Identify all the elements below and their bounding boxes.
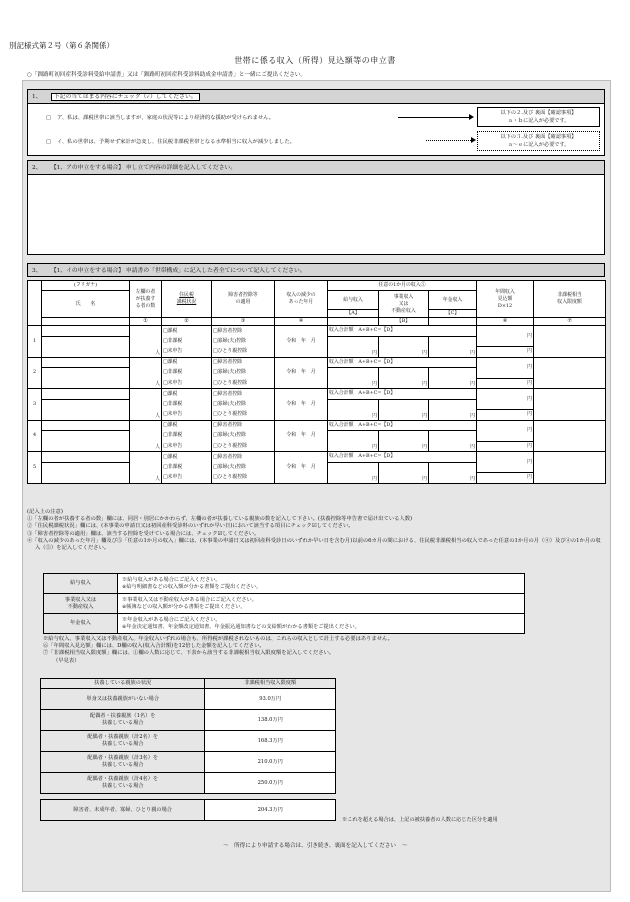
option-b[interactable] xyxy=(46,137,295,145)
callout-a: 以下の２.及び 裏面【確認事項】 ａ・ｂに記入が必要です。 xyxy=(477,107,600,127)
header-num-2: ② xyxy=(162,318,212,326)
header-name: 氏 名 xyxy=(42,291,130,318)
deduction-option-widow[interactable]: □寡婦(夫)控除 xyxy=(212,462,275,473)
total-yen[interactable]: 円 xyxy=(477,420,534,441)
arrow-b-line xyxy=(426,140,473,141)
dependents-field[interactable]: 人 xyxy=(130,326,162,358)
limit-amount: 138.0万円 xyxy=(205,710,336,731)
person-row xyxy=(28,389,606,400)
total-yen[interactable]: 円 xyxy=(477,357,534,378)
total-yen[interactable]: 円 xyxy=(477,326,534,347)
annual-field[interactable]: 円 xyxy=(477,410,534,421)
limit-row xyxy=(41,773,336,794)
section-3 xyxy=(27,263,605,503)
annual-field[interactable]: 円 xyxy=(477,347,534,358)
note-3: ③「障害者控除等の適用」欄は、該当する控除を受けている場合には、チェック☑してください。 xyxy=(27,530,260,537)
deduction-option-single-parent[interactable]: □ひとり親控除 xyxy=(212,441,275,452)
pension-field[interactable]: 円 xyxy=(429,462,477,483)
tax-option-unfiled[interactable]: □未申告 xyxy=(162,347,212,358)
limit-special-status: 障害者、未成年者、寡婦、ひとり親の場合 xyxy=(41,800,205,821)
option-b-letter: イ、 xyxy=(57,139,68,145)
annual-field[interactable]: 円 xyxy=(477,378,534,389)
notes-block-2 xyxy=(43,636,603,665)
dependents-field[interactable]: 人 xyxy=(130,389,162,421)
limit-table xyxy=(40,678,336,821)
reduction-month-field[interactable]: 令和 年 月 xyxy=(275,452,328,484)
arrow-b-head-icon xyxy=(471,137,476,143)
tax-option-unfiled[interactable]: □未申告 xyxy=(162,410,212,421)
header-num-4: ④ xyxy=(275,318,328,326)
header-tax-status: 住民税 課税状況 xyxy=(162,281,212,318)
section-3-heading: 申請書の「世帯構成」に記入した者全てについて記入してください。 xyxy=(125,268,306,274)
limit-status: 配偶者・扶養親族（1名）を 扶養している場合 xyxy=(41,710,205,731)
header-reduction-month: 収入の減少の あった年月 xyxy=(275,281,328,318)
limit-row xyxy=(41,731,336,752)
header-salary: 給与収入 xyxy=(328,291,379,310)
business-field[interactable]: 円 xyxy=(379,399,429,420)
header-limit: 非課税相当 収入限度額 xyxy=(534,281,606,318)
tax-option-nontaxed[interactable]: □非課税 xyxy=(162,462,212,473)
annual-field[interactable]: 円 xyxy=(477,473,534,484)
pension-field[interactable]: 円 xyxy=(429,399,477,420)
furigana-field[interactable] xyxy=(42,389,130,400)
limit-amount: 93.0万円 xyxy=(205,689,336,710)
furigana-field[interactable] xyxy=(42,357,130,368)
header-deduction: 障害者控除等 の適用 xyxy=(212,281,275,318)
reduction-month-field[interactable]: 令和 年 月 xyxy=(275,389,328,421)
deduction-option-disabled[interactable]: □障害者控除 xyxy=(212,420,275,431)
deduction-option-disabled[interactable]: □障害者控除 xyxy=(212,326,275,337)
business-field[interactable]: 円 xyxy=(379,431,429,452)
header-optional-income: 任意の1か月の収入⑤ xyxy=(328,281,477,291)
business-field[interactable]: 円 xyxy=(379,462,429,483)
section-1-heading: 下記の当てはまる内容にチェック（✓）してください。 xyxy=(51,93,200,101)
limit-amount: 250.0万円 xyxy=(205,773,336,794)
note-after-income: ※給与収入、事業収入又は不動産収入、年金収入いずれの場合も、所得税が課税されないものは、これらの収入として計上する必要はありません。 xyxy=(43,636,393,642)
annual-field[interactable]: 円 xyxy=(477,441,534,452)
tax-option-taxed[interactable]: □課税 xyxy=(162,326,212,337)
section-1 xyxy=(27,89,605,156)
salary-field[interactable]: 円 xyxy=(328,462,379,483)
furigana-field[interactable] xyxy=(42,420,130,431)
tax-option-nontaxed[interactable]: □非課税 xyxy=(162,336,212,347)
section-2-textarea[interactable] xyxy=(32,179,600,250)
header-a-label: 【A】 xyxy=(328,310,379,318)
row-number: 2 xyxy=(28,357,42,389)
form-id: 別記様式第２号（第６条関係） xyxy=(9,41,114,50)
limit-row xyxy=(41,752,336,773)
person-row xyxy=(28,326,606,337)
header-furigana: (フリガナ) xyxy=(42,281,130,291)
limit-status: 配偶者・扶養親族（計4名）を 扶養している場合 xyxy=(41,773,205,794)
income-label-pension: 年金収入 xyxy=(44,614,118,634)
row-number: 1 xyxy=(28,326,42,358)
income-text-pension: ※年金収入がある場合にご記入ください。 ※年金決定通知書、年金額改定通知書、年金振込通知書などの支給額がわかる書類をご提出ください。 xyxy=(118,614,525,634)
header-c-label: 【C】 xyxy=(429,310,477,318)
name-field[interactable] xyxy=(42,336,130,357)
section-2-heading: 申し立て内容の詳細を記入してください。 xyxy=(125,165,237,171)
option-a-letter: ア、 xyxy=(57,115,68,121)
dependents-field[interactable]: 人 xyxy=(130,357,162,389)
pension-field[interactable]: 円 xyxy=(429,368,477,389)
limit-amount: 168.3万円 xyxy=(205,731,336,752)
furigana-field[interactable] xyxy=(42,452,130,463)
option-a-checkbox[interactable]: □ xyxy=(46,115,52,121)
income-total-label: 収入合計額 A+B+C=【D】 xyxy=(328,357,477,368)
name-field[interactable] xyxy=(42,462,130,483)
tax-option-unfiled[interactable]: □未申告 xyxy=(162,378,212,389)
tax-option-taxed[interactable]: □課税 xyxy=(162,420,212,431)
limit-amount: 210.0万円 xyxy=(205,752,336,773)
total-yen[interactable]: 円 xyxy=(477,389,534,410)
note-2: ②「住民税課税状況」欄には、(本事業の申請日又は初回産科受診料のいずれか早い日)において該当する項目にチェック☑してください。 xyxy=(27,523,354,530)
header-annual: 年間収入 見込額 D×12 xyxy=(477,281,534,318)
person-row xyxy=(28,452,606,463)
salary-field[interactable]: 円 xyxy=(328,336,379,357)
limit-col-status: 扶養している親族の状況 xyxy=(41,679,205,689)
deduction-option-widow[interactable]: □寡婦(夫)控除 xyxy=(212,399,275,410)
notes-block xyxy=(27,509,605,552)
quick-table-caption: （早見表） xyxy=(53,657,80,664)
deduction-option-disabled[interactable]: □障害者控除 xyxy=(212,452,275,463)
header-num-3: ③ xyxy=(212,318,275,326)
reduction-month-field[interactable]: 令和 年 月 xyxy=(275,326,328,358)
note-6: ⑥「年間収入見込額」欄には、D欄の収入(収入合計額)を12倍した金額を記入してください。 xyxy=(43,643,265,650)
tax-option-nontaxed[interactable]: □非課税 xyxy=(162,431,212,442)
header-b-label: 【B】 xyxy=(379,318,429,326)
notes-heading: (記入上の注意) xyxy=(27,509,63,515)
tax-option-unfiled[interactable]: □未申告 xyxy=(162,473,212,484)
income-label-business: 事業収入又は 不動産収入 xyxy=(44,594,118,614)
income-total-label: 収入合計額 A+B+C=【D】 xyxy=(328,420,477,431)
limit-col-amount: 非課税相当収入限度額 xyxy=(205,679,336,689)
income-text-business: ※事業収入又は不動産収入がある場合にご記入ください。 ※帳簿などの収入額が分かる書類をご提出ください。 xyxy=(118,594,525,614)
deduction-option-disabled[interactable]: □障害者控除 xyxy=(212,357,275,368)
deduction-option-widow[interactable]: □寡婦(夫)控除 xyxy=(212,336,275,347)
deduction-option-widow[interactable]: □寡婦(夫)控除 xyxy=(212,368,275,379)
salary-field[interactable]: 円 xyxy=(328,368,379,389)
dependents-field[interactable]: 人 xyxy=(130,420,162,452)
salary-field[interactable]: 円 xyxy=(328,399,379,420)
name-field[interactable] xyxy=(42,399,130,420)
business-field[interactable]: 円 xyxy=(379,368,429,389)
row-number: 5 xyxy=(28,452,42,484)
header-num-7: ⑦ xyxy=(534,318,606,326)
row-number: 3 xyxy=(28,389,42,421)
page-title: 世帯に係る収入（所得）見込額等の申立書 xyxy=(234,56,396,65)
option-a[interactable] xyxy=(46,113,274,121)
deduction-option-single-parent[interactable]: □ひとり親控除 xyxy=(212,347,275,358)
reduction-month-field[interactable]: 令和 年 月 xyxy=(275,357,328,389)
intro-text: ○「釧路町初回産科受診料受給申請書」又は「釧路町初回産科受診料助成金申請書」と一緒にご提出ください。 xyxy=(27,72,306,78)
income-type-table xyxy=(43,573,525,634)
option-b-text: 私の世帯は、予期せず家計が急変し、住民税非課税世帯となる水準相当に収入が減少しました。 xyxy=(67,139,295,145)
dependents-field[interactable]: 人 xyxy=(130,452,162,484)
deduction-option-single-parent[interactable]: □ひとり親控除 xyxy=(212,473,275,484)
income-total-label: 収入合計額 A+B+C=【D】 xyxy=(328,326,477,337)
arrow-a-line xyxy=(398,117,471,118)
section-2 xyxy=(27,160,605,255)
limit-row xyxy=(41,710,336,731)
note-7: ⑦「非課税相当収入限度額」欄には、①欄の人数に応じて、下表から該当する非課税相当収入限度額を記入してください。 xyxy=(43,650,335,657)
total-yen[interactable]: 円 xyxy=(477,452,534,473)
income-total-label: 収入合計額 A+B+C=【D】 xyxy=(328,452,477,463)
header-pension: 年金収入 xyxy=(429,291,477,310)
name-field[interactable] xyxy=(42,368,130,389)
section-2-number: 2、 xyxy=(32,165,42,171)
salary-field[interactable]: 円 xyxy=(328,431,379,452)
limit-status: 配偶者・扶養親族（計3名）を 扶養している場合 xyxy=(41,752,205,773)
tax-option-taxed[interactable]: □課税 xyxy=(162,357,212,368)
pension-field[interactable]: 円 xyxy=(429,431,477,452)
household-income-table xyxy=(27,280,606,484)
row-number: 4 xyxy=(28,420,42,452)
limit-special-note: ※これを超える場合は、上記の被扶養者の人数に応じた区分を適用 xyxy=(342,817,498,823)
section-3-tag: 【1、イの申立をする場合】 xyxy=(50,268,125,274)
deduction-option-single-parent[interactable]: □ひとり親控除 xyxy=(212,378,275,389)
income-label-salary: 給与収入 xyxy=(44,574,118,594)
tax-option-nontaxed[interactable]: □非課税 xyxy=(162,368,212,379)
footer-note: ～ 所得により申請する場合は、引き続き、裏面を記入してください ～ xyxy=(222,843,408,849)
person-row xyxy=(28,357,606,368)
header-num-6: ⑥ xyxy=(477,318,534,326)
section-3-header xyxy=(27,263,605,277)
arrow-a-head-icon xyxy=(469,114,474,120)
deduction-option-single-parent[interactable]: □ひとり親控除 xyxy=(212,410,275,421)
option-b-checkbox[interactable]: □ xyxy=(46,139,52,145)
income-text-salary: ※給与収入がある場合にご記入ください。 ※給与明細書などの収入額が分かる書類をご提出ください。 xyxy=(118,574,525,594)
tax-option-taxed[interactable]: □課税 xyxy=(162,389,212,400)
section-1-number: 1、 xyxy=(32,94,42,100)
limit-status: 単身又は扶養親族がいない場合 xyxy=(41,689,205,710)
form-frame xyxy=(22,80,611,892)
deduction-option-disabled[interactable]: □障害者控除 xyxy=(212,389,275,400)
note-1: ①「左欄の者が扶養する者の数」欄には、同居・別居にかかわらず、左欄の者が扶養している親族の数を記入して下さい。(扶養控除等申告書で届け出ている人数) xyxy=(27,516,413,523)
pension-field[interactable]: 円 xyxy=(429,336,477,357)
name-field[interactable] xyxy=(42,431,130,452)
furigana-field[interactable] xyxy=(42,326,130,337)
section-2-tag: 【1、アの申立をする場合】 xyxy=(50,165,125,171)
tax-option-taxed[interactable]: □課税 xyxy=(162,452,212,463)
person-row xyxy=(28,420,606,431)
tax-option-nontaxed[interactable]: □非課税 xyxy=(162,399,212,410)
deduction-option-widow[interactable]: □寡婦(夫)控除 xyxy=(212,431,275,442)
income-total-label: 収入合計額 A+B+C=【D】 xyxy=(328,389,477,400)
reduction-month-field[interactable]: 令和 年 月 xyxy=(275,420,328,452)
limit-status: 配偶者・扶養親族（計2名）を 扶養している場合 xyxy=(41,731,205,752)
header-dependents: 左欄の者 が扶養す る者の数 xyxy=(130,281,162,318)
header-num-1: ① xyxy=(130,318,162,326)
callout-b: 以下の３.及び 裏面【確認事項】 ａ～ｅに記入が必要です。 xyxy=(477,131,600,151)
section-1-header xyxy=(28,90,604,104)
tax-option-unfiled[interactable]: □未申告 xyxy=(162,441,212,452)
limit-row xyxy=(41,689,336,710)
limit-special-amount: 204.3万円 xyxy=(205,800,336,821)
business-field[interactable]: 円 xyxy=(379,336,429,357)
header-business: 事業収入 又は 不動産収入 xyxy=(379,291,429,318)
section-3-number: 3、 xyxy=(32,268,42,274)
note-4: ④「収入の減少のあった年月」欄及び⑤「任意の1か月の収入」欄には、(本事業の申請日又は初回産科受診日のいずれか早い日を含む月)以前の6カ月の間における、住民税非課税相当の収入であった任意の1か月の月（④）及び④の1か月の収入（⑤）を記入してください。 xyxy=(27,537,601,552)
option-a-text: 私は、課税世帯に該当しますが、家庭の状況等により経済的な援助が受けられません。 xyxy=(67,115,275,121)
section-2-header xyxy=(28,161,604,175)
